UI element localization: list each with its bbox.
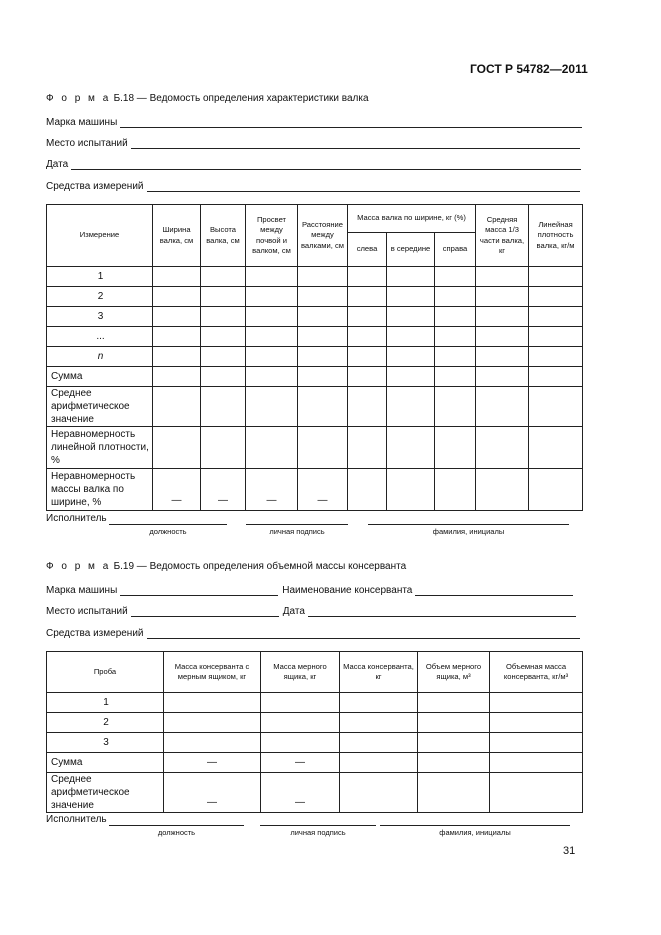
cell[interactable] xyxy=(201,267,246,287)
field-date-label: Дата xyxy=(46,159,69,170)
row-label: n xyxy=(47,347,153,367)
cell[interactable] xyxy=(201,367,246,387)
field-test-place-19-label: Место испытаний xyxy=(46,606,128,617)
cell[interactable] xyxy=(201,347,246,367)
cell[interactable] xyxy=(348,387,387,427)
cell[interactable] xyxy=(387,307,435,327)
cell[interactable] xyxy=(298,267,348,287)
table-row xyxy=(47,327,583,347)
col-left: слева xyxy=(348,233,387,267)
cell[interactable] xyxy=(348,327,387,347)
dash-cell: — xyxy=(164,753,261,773)
table-row xyxy=(47,469,583,511)
cell[interactable] xyxy=(164,693,261,713)
cell[interactable] xyxy=(153,427,201,469)
field-date-19-line[interactable] xyxy=(308,606,576,617)
col-middle: в середине xyxy=(387,233,435,267)
cell[interactable] xyxy=(418,733,490,753)
field-instruments-19 xyxy=(46,628,580,639)
form-19-label: Ф о р м а xyxy=(46,561,111,572)
table-row xyxy=(47,773,583,813)
position-caption: должность xyxy=(149,527,187,536)
col-height: Высота валка, см xyxy=(201,205,246,267)
field-machine-brand-line[interactable] xyxy=(120,117,582,128)
field-instruments-label: Средства измерений xyxy=(46,181,144,192)
cell[interactable] xyxy=(435,327,476,347)
form-18-caption: Б.18 — Ведомость определения характеристики валка xyxy=(113,93,369,104)
cell[interactable] xyxy=(476,327,529,347)
cell[interactable] xyxy=(476,287,529,307)
row-label: 2 xyxy=(47,287,153,307)
dash-cell: — xyxy=(261,773,340,813)
cell[interactable] xyxy=(476,307,529,327)
cell[interactable] xyxy=(153,267,201,287)
signature-line[interactable] xyxy=(246,524,348,525)
col-measurement: Измерение xyxy=(47,205,153,267)
cell[interactable] xyxy=(298,387,348,427)
col-avg-mass: Средняя масса 1/3 части валка, кг xyxy=(476,205,529,267)
cell[interactable] xyxy=(418,693,490,713)
field-preservative-label: Наименование консерванта xyxy=(282,585,413,596)
cell[interactable] xyxy=(476,267,529,287)
cell[interactable] xyxy=(201,327,246,347)
cell[interactable] xyxy=(435,267,476,287)
dash-cell: — xyxy=(201,469,246,511)
cell[interactable] xyxy=(348,469,387,511)
field-test-place-19 xyxy=(46,606,576,617)
table-row xyxy=(47,287,583,307)
cell[interactable] xyxy=(153,387,201,427)
cell[interactable] xyxy=(529,267,583,287)
col-mass-group: Масса валка по ширине, кг (%) xyxy=(348,205,476,233)
row-label: 1 xyxy=(47,267,153,287)
cell[interactable] xyxy=(476,367,529,387)
cell[interactable] xyxy=(153,347,201,367)
dash-cell: — xyxy=(153,469,201,511)
page-number: 31 xyxy=(563,845,576,857)
cell[interactable] xyxy=(201,307,246,327)
cell[interactable] xyxy=(418,713,490,733)
cell[interactable] xyxy=(348,267,387,287)
cell[interactable] xyxy=(476,387,529,427)
cell[interactable] xyxy=(246,287,298,307)
cell[interactable] xyxy=(476,427,529,469)
cell[interactable] xyxy=(298,287,348,307)
col-bulk-mass: Объемная масса консерванта, кг/м³ xyxy=(490,652,583,693)
table-row xyxy=(47,733,583,753)
cell[interactable] xyxy=(387,367,435,387)
cell[interactable] xyxy=(387,267,435,287)
cell[interactable] xyxy=(164,733,261,753)
field-date-line[interactable] xyxy=(71,159,581,170)
row-label: 2 xyxy=(47,713,164,733)
table-row xyxy=(47,307,583,327)
field-test-place-label: Место испытаний xyxy=(46,138,128,149)
field-machine-brand-19-label: Марка машины xyxy=(46,585,118,596)
name-caption-19: фамилия, инициалы xyxy=(439,828,511,837)
cell[interactable] xyxy=(490,753,583,773)
cell[interactable] xyxy=(490,773,583,813)
cell[interactable] xyxy=(529,287,583,307)
row-label: 3 xyxy=(47,307,153,327)
cell[interactable] xyxy=(418,753,490,773)
table-row xyxy=(47,267,583,287)
cell[interactable] xyxy=(435,427,476,469)
cell[interactable] xyxy=(246,387,298,427)
cell[interactable] xyxy=(529,307,583,327)
field-date xyxy=(46,159,581,170)
standard-number: ГОСТ Р 54782—2011 xyxy=(470,62,588,76)
cell[interactable] xyxy=(153,287,201,307)
form-18-label: Ф о р м а xyxy=(46,93,111,104)
row-label: Среднее арифметическое значение xyxy=(47,773,164,813)
field-test-place xyxy=(46,138,580,149)
cell[interactable] xyxy=(298,327,348,347)
cell[interactable] xyxy=(387,427,435,469)
row-label: Сумма xyxy=(47,753,164,773)
form-18-title xyxy=(46,93,369,104)
dash-cell: — xyxy=(246,469,298,511)
cell[interactable] xyxy=(529,347,583,367)
field-date-19-label: Дата xyxy=(282,606,305,617)
cell[interactable] xyxy=(246,347,298,367)
position-line-19[interactable] xyxy=(109,825,244,826)
col-box-mass: Масса мерного ящика, кг xyxy=(261,652,340,693)
cell[interactable] xyxy=(340,733,418,753)
field-machine-brand xyxy=(46,117,582,128)
col-width: Ширина валка, см xyxy=(153,205,201,267)
col-distance: Расстояние между валками, см xyxy=(298,205,348,267)
table-row xyxy=(47,753,583,773)
cell[interactable] xyxy=(298,367,348,387)
form-19-title xyxy=(46,561,406,572)
cell[interactable] xyxy=(246,367,298,387)
cell[interactable] xyxy=(387,327,435,347)
row-label: 3 xyxy=(47,733,164,753)
table-row xyxy=(47,713,583,733)
cell[interactable] xyxy=(348,367,387,387)
name-line-19[interactable] xyxy=(380,825,570,826)
cell[interactable] xyxy=(246,307,298,327)
field-machine-brand-label: Марка машины xyxy=(46,117,118,128)
cell[interactable] xyxy=(435,469,476,511)
name-caption: фамилия, инициалы xyxy=(432,527,505,536)
cell[interactable] xyxy=(164,713,261,733)
table-form-18 xyxy=(46,204,583,511)
cell[interactable] xyxy=(246,327,298,347)
cell[interactable] xyxy=(201,427,246,469)
position-caption-19: должность xyxy=(157,828,196,837)
cell[interactable] xyxy=(340,773,418,813)
position-line[interactable] xyxy=(109,524,227,525)
cell[interactable] xyxy=(201,387,246,427)
cell[interactable] xyxy=(529,387,583,427)
cell[interactable] xyxy=(476,469,529,511)
cell[interactable] xyxy=(298,347,348,367)
cell[interactable] xyxy=(529,469,583,511)
row-label: 1 xyxy=(47,693,164,713)
table-row xyxy=(47,387,583,427)
cell[interactable] xyxy=(387,469,435,511)
cell[interactable] xyxy=(348,307,387,327)
cell[interactable] xyxy=(529,327,583,347)
table-row xyxy=(47,347,583,367)
row-label: Неравномерность массы валка по ширине, % xyxy=(47,469,153,511)
signature-caption: личная подпись xyxy=(269,527,325,536)
table-row xyxy=(47,693,583,713)
signature-block-18 xyxy=(46,513,586,539)
cell[interactable] xyxy=(387,287,435,307)
field-machine-brand-19-line[interactable] xyxy=(120,585,278,596)
row-label: Неравномерность линейной плотности, % xyxy=(47,427,153,469)
cell[interactable] xyxy=(435,347,476,367)
cell[interactable] xyxy=(476,347,529,367)
cell[interactable] xyxy=(435,367,476,387)
cell[interactable] xyxy=(261,693,340,713)
cell[interactable] xyxy=(261,733,340,753)
cell[interactable] xyxy=(418,773,490,813)
col-right: справа xyxy=(435,233,476,267)
form-19-caption: Б.19 — Ведомость определения объемной массы консерванта xyxy=(113,561,407,572)
executor-label-19: Исполнитель xyxy=(46,814,107,825)
row-label: ... xyxy=(47,327,153,347)
row-label: Сумма xyxy=(47,367,153,387)
field-instruments xyxy=(46,181,580,192)
signature-caption-19: личная подпись xyxy=(290,828,346,837)
field-test-place-line[interactable] xyxy=(131,138,580,149)
cell[interactable] xyxy=(348,347,387,367)
signature-line-19[interactable] xyxy=(260,825,376,826)
cell[interactable] xyxy=(153,367,201,387)
field-instruments-line[interactable] xyxy=(147,181,580,192)
cell[interactable] xyxy=(490,733,583,753)
cell[interactable] xyxy=(201,287,246,307)
cell[interactable] xyxy=(246,427,298,469)
cell[interactable] xyxy=(340,693,418,713)
col-sample: Проба xyxy=(47,652,164,693)
col-box-volume: Объем мерного ящика, м³ xyxy=(418,652,490,693)
table-row xyxy=(47,367,583,387)
cell[interactable] xyxy=(529,367,583,387)
field-test-place-19-line[interactable] xyxy=(131,606,279,617)
table-row xyxy=(47,427,583,469)
signature-block-19 xyxy=(46,814,586,840)
cell[interactable] xyxy=(490,693,583,713)
cell[interactable] xyxy=(490,713,583,733)
cell[interactable] xyxy=(153,327,201,347)
cell[interactable] xyxy=(435,287,476,307)
name-line[interactable] xyxy=(368,524,569,525)
cell[interactable] xyxy=(435,307,476,327)
cell[interactable] xyxy=(529,427,583,469)
cell[interactable] xyxy=(387,347,435,367)
field-preservative-line[interactable] xyxy=(415,585,573,596)
cell[interactable] xyxy=(298,427,348,469)
col-mass-with-box: Масса консерванта с мерным ящиком, кг xyxy=(164,652,261,693)
col-preservative-mass: Масса консерванта, кг xyxy=(340,652,418,693)
cell[interactable] xyxy=(340,753,418,773)
executor-label: Исполнитель xyxy=(46,513,107,524)
field-instruments-19-label: Средства измерений xyxy=(46,628,144,639)
table-form-19 xyxy=(46,651,583,813)
cell[interactable] xyxy=(246,267,298,287)
field-machine-brand-19 xyxy=(46,585,573,596)
dash-cell: — xyxy=(261,753,340,773)
cell[interactable] xyxy=(348,287,387,307)
field-instruments-19-line[interactable] xyxy=(147,628,580,639)
col-gap: Просвет между почвой и валком, см xyxy=(246,205,298,267)
cell[interactable] xyxy=(387,387,435,427)
cell[interactable] xyxy=(261,713,340,733)
cell[interactable] xyxy=(340,713,418,733)
col-linear-density: Линейная плотность валка, кг/м xyxy=(529,205,583,267)
row-label: Среднее арифметическое значение xyxy=(47,387,153,427)
cell[interactable] xyxy=(435,387,476,427)
cell[interactable] xyxy=(348,427,387,469)
dash-cell: — xyxy=(298,469,348,511)
dash-cell: — xyxy=(164,773,261,813)
cell[interactable] xyxy=(298,307,348,327)
cell[interactable] xyxy=(153,307,201,327)
